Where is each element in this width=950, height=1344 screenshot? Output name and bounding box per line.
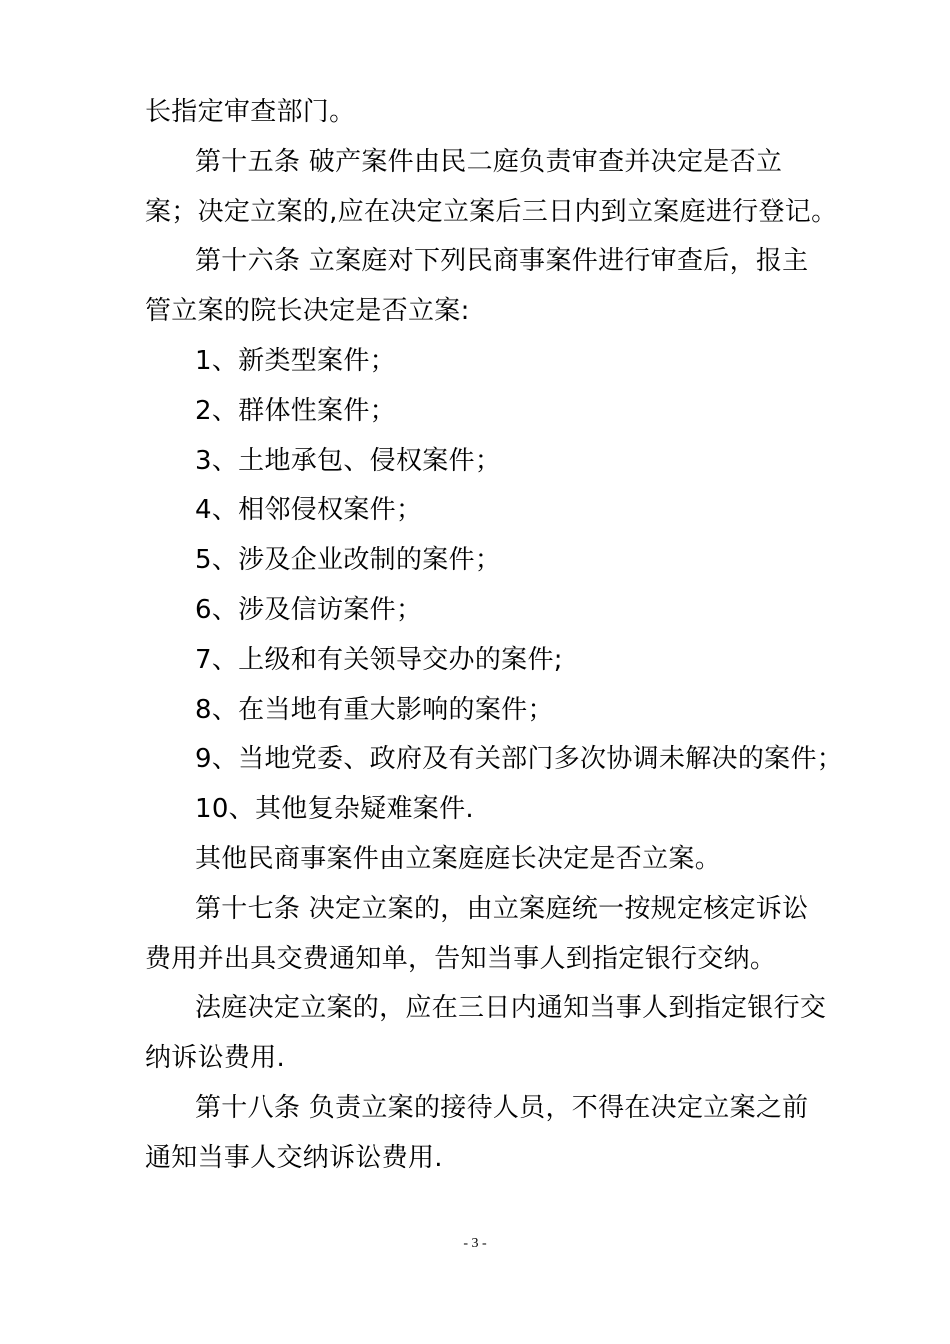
list-item: 7、上级和有关领导交办的案件; <box>195 644 563 675</box>
list-item: 1、新类型案件； <box>195 345 396 376</box>
text-line: 案；决定立案的,应在决定立案后三日内到立案庭进行登记。 <box>145 196 838 227</box>
list-item: 10、其他复杂疑难案件. <box>195 794 474 825</box>
text-line: 通知当事人交纳诉讼费用. <box>145 1142 443 1173</box>
list-item: 5、涉及企业改制的案件； <box>195 545 502 576</box>
list-item: 2、群体性案件； <box>195 395 396 426</box>
article-18-heading: 第十八条 负责立案的接待人员，不得在决定立案之前 <box>195 1092 809 1123</box>
text-line: 管立案的院长决定是否立案: <box>145 296 470 327</box>
text-line: 费用并出具交费通知单，告知当事人到指定银行交纳。 <box>145 943 777 974</box>
article-15-heading: 第十五条 破产案件由民二庭负责审查并决定是否立 <box>195 146 783 177</box>
paragraph-start: 法庭决定立案的，应在三日内通知当事人到指定银行交 <box>195 993 827 1024</box>
text-line: 纳诉讼费用. <box>145 1043 286 1074</box>
list-item: 4、相邻侵权案件； <box>195 495 423 526</box>
text-line: 长指定审查部门。 <box>145 97 356 127</box>
list-item: 8、在当地有重大影响的案件； <box>195 694 554 725</box>
list-item: 9、当地党委、政府及有关部门多次协调未解决的案件； <box>195 744 844 775</box>
list-item: 6、涉及信访案件； <box>195 594 423 625</box>
paragraph-start: 其他民商事案件由立案庭庭长决定是否立案。 <box>195 843 722 874</box>
document-body <box>145 88 844 1184</box>
article-17-heading: 第十七条 决定立案的，由立案庭统一按规定核定诉讼 <box>195 893 809 924</box>
article-16-heading: 第十六条 立案庭对下列民商事案件进行审查后，报主 <box>195 246 809 277</box>
page-number: - 3 - <box>463 1236 487 1251</box>
list-item: 3、土地承包、侵权案件； <box>195 445 502 476</box>
